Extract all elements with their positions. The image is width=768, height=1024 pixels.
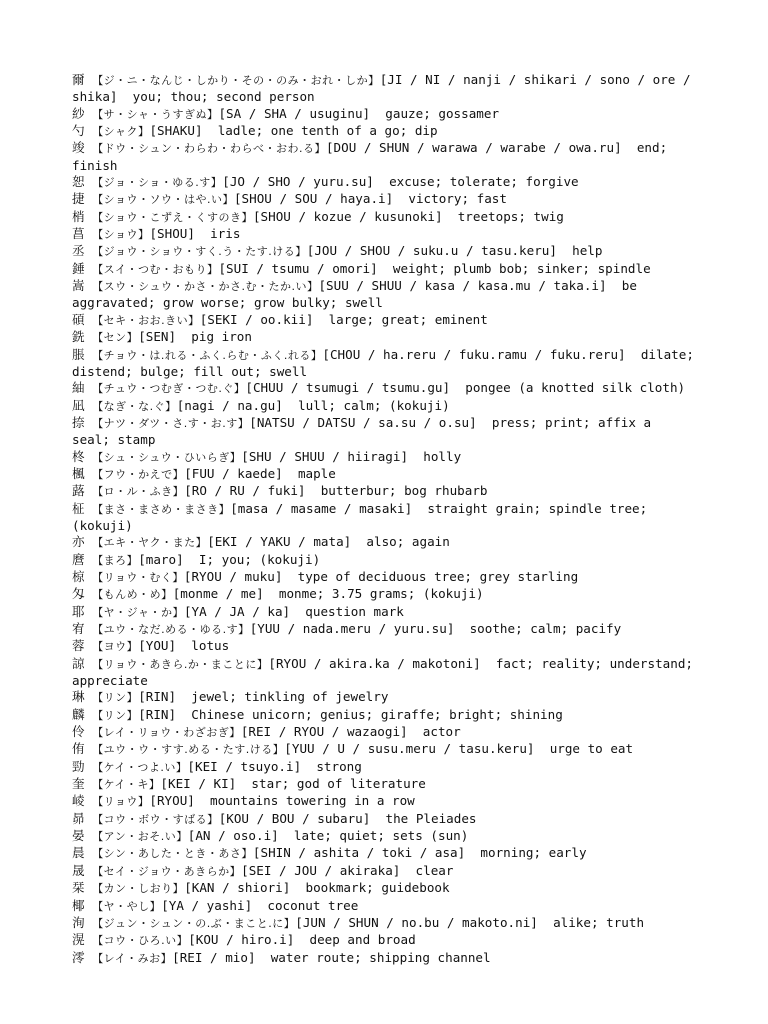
dictionary-entry: [72, 707, 696, 724]
entry-readings-kana: 【ユウ・ウ・すす.める・たす.ける】: [92, 743, 285, 757]
entry-readings-romaji: [masa / masame / masaki]: [230, 500, 413, 516]
entry-kanji: 匁: [72, 586, 85, 602]
dictionary-entry: [72, 501, 696, 535]
dictionary-entry: [72, 863, 696, 880]
entry-readings-kana: 【ケイ・キ】: [92, 778, 161, 792]
entry-meaning: press; print; affix a seal; stamp: [72, 414, 659, 448]
dictionary-entry: [72, 346, 702, 381]
entry-readings-kana: 【ナツ・ダツ・さ.す・お.す】: [92, 416, 250, 430]
entry-readings-romaji: [DOU / SHUN / warawa / warabe / owa.ru]: [325, 140, 622, 156]
dictionary-entry: [72, 604, 696, 621]
entry-readings-romaji: [RYOU]: [149, 793, 195, 809]
entry-readings-kana: 【シュ・シュウ・ひいらぎ】: [92, 450, 242, 464]
entry-meaning: gauze; gossamer: [385, 105, 500, 121]
entry-kanji: 奎: [72, 776, 85, 792]
entry-readings-romaji: [SHIN / ashita / toki / asa]: [252, 845, 466, 861]
entry-readings-romaji: [KOU / BOU / subaru]: [218, 810, 371, 826]
entry-meaning: coconut tree: [267, 897, 359, 913]
entry-readings-kana: 【ジ・ニ・なんじ・しかり・その・のみ・おれ・しか】: [92, 74, 380, 87]
entry-readings-kana: 【ショウ・こずえ・くすのき】: [92, 210, 253, 224]
entry-kanji: 伶: [72, 724, 85, 740]
entry-readings-romaji: [SUU / SHUU / kasa / kasa.mu / taka.i]: [318, 278, 607, 294]
entry-meaning: iris: [210, 226, 241, 242]
entry-readings-romaji: [YA / JA / ka]: [183, 603, 291, 619]
entry-readings-kana: 【フウ・かえで】: [92, 467, 185, 481]
dictionary-entry: [72, 140, 696, 174]
entry-kanji: 梢: [72, 208, 85, 224]
dictionary-entry: [72, 106, 696, 123]
entry-meaning: holly: [423, 448, 462, 464]
dictionary-entry: [72, 586, 696, 603]
entry-readings-kana: 【ヤ・ジャ・か】: [92, 605, 184, 619]
dictionary-entry: [72, 776, 696, 793]
entry-meaning: lull; calm; (kokuji): [298, 397, 450, 413]
entry-kanji: 凪: [72, 397, 85, 413]
entry-kanji: 洵: [72, 914, 85, 930]
entry-readings-romaji: [SHOU / SOU / haya.i]: [233, 191, 394, 207]
dictionary-entry: [72, 415, 696, 449]
entry-kanji: 亦: [72, 534, 85, 550]
entry-readings-kana: 【スイ・つむ・おもり】: [92, 262, 219, 276]
dictionary-entry: [72, 569, 696, 586]
dictionary-entry: [72, 741, 696, 758]
entry-kanji: 澪: [72, 949, 85, 965]
entry-readings-romaji: [AN / oso.i]: [187, 828, 279, 844]
entry-kanji: 耶: [72, 603, 85, 619]
dictionary-entry: [72, 950, 696, 967]
entry-readings-romaji: [YUU / U / susu.meru / tasu.keru]: [284, 741, 535, 757]
dictionary-entry: [72, 449, 696, 466]
entry-readings-kana: 【ヨウ】: [92, 640, 139, 654]
entry-readings-kana: 【カン・しおり】: [92, 882, 185, 896]
entry-kanji: 椋: [72, 568, 85, 584]
entry-readings-kana: 【レイ・みお】: [92, 951, 173, 965]
entry-kanji: 昴: [72, 810, 85, 826]
entry-readings-kana: 【サ・シャ・うすぎぬ】: [92, 107, 219, 121]
entry-meaning: I; you; (kokuji): [198, 551, 321, 567]
entry-readings-romaji: [SHU / SHUU / hiiragi]: [241, 448, 409, 464]
entry-kanji: 宥: [72, 621, 85, 636]
entry-kanji: 恕: [72, 174, 85, 190]
entry-readings-kana: 【ユウ・なだ.める・ゆる.す】: [92, 623, 250, 636]
entry-readings-kana: 【レイ・リョウ・わざおぎ】: [92, 726, 241, 740]
entry-readings-romaji: [YOU]: [138, 638, 177, 654]
entry-readings-romaji: [JOU / SHOU / suku.u / tasu.keru]: [306, 243, 557, 259]
entry-meaning: morning; early: [480, 845, 587, 861]
entry-meaning: monme; 3.75 grams; (kokuji): [278, 586, 484, 602]
entry-readings-romaji: [JI / NI / nanji / shikari / sono / ore / shika]: [72, 72, 699, 105]
entry-meaning: lotus: [191, 638, 230, 654]
entry-kanji: 晟: [72, 862, 85, 878]
entry-meaning: dilate; distend; bulge; fill out; swell: [72, 346, 702, 379]
dictionary-entry: [72, 534, 696, 551]
entry-meaning: alike; truth: [553, 914, 645, 930]
entry-kanji: 崚: [72, 793, 85, 809]
entry-readings-romaji: [SHOU]: [149, 226, 195, 242]
entry-readings-kana: 【チョウ・は.れる・ふく.らむ・ふく.れる】: [92, 348, 323, 362]
entry-kanji: 侑: [72, 741, 85, 757]
entry-kanji: 柾: [72, 500, 85, 516]
entry-meaning: large; great; eminent: [328, 311, 488, 327]
entry-readings-kana: 【ジュン・シュン・の.ぶ・まこと.に】: [92, 916, 296, 930]
entry-readings-romaji: [maro]: [138, 551, 184, 567]
entry-kanji: 麟: [72, 706, 85, 722]
dictionary-entry: [72, 689, 696, 706]
entry-meaning: pongee (a knotted silk cloth): [465, 380, 686, 396]
entry-meaning: star; god of literature: [251, 776, 426, 792]
entry-readings-romaji: [KEI / tsuyo.i]: [187, 758, 302, 774]
entry-meaning: water route; shipping channel: [270, 949, 491, 965]
entry-readings-kana: 【まろ】: [92, 553, 139, 567]
entry-meaning: the Pleiades: [385, 810, 477, 826]
dictionary-entry: [72, 261, 696, 278]
entry-readings-romaji: [SUI / tsumu / omori]: [218, 260, 378, 276]
entry-readings-romaji: [NATSU / DATSU / sa.su / o.su]: [249, 414, 477, 430]
entry-readings-kana: 【シン・あした・とき・あさ】: [92, 847, 253, 861]
entry-kanji: 爾: [72, 72, 85, 87]
entry-meaning: excuse; tolerate; forgive: [389, 174, 579, 190]
entry-readings-kana: 【セイ・ジョウ・あきらか】: [92, 864, 242, 878]
entry-kanji: 脹: [72, 346, 85, 362]
entry-meaning: straight grain; spindle tree; (kokuji): [72, 500, 655, 533]
dictionary-entry: [72, 793, 696, 810]
entry-readings-romaji: [RIN]: [138, 706, 177, 722]
entry-meaning: treetops; twig: [457, 208, 564, 224]
entry-kanji: 楓: [72, 465, 85, 481]
dictionary-entry: [72, 466, 696, 483]
entry-meaning: deep and broad: [309, 932, 416, 948]
dictionary-entry: [72, 845, 696, 862]
entry-kanji: 嵩: [72, 278, 85, 294]
dictionary-entry: [72, 724, 696, 741]
entry-readings-romaji: [JUN / SHUN / no.bu / makoto.ni]: [295, 914, 538, 930]
dictionary-entry: [72, 828, 696, 845]
dictionary-entry: [72, 880, 696, 897]
entry-readings-romaji: [SHAKU]: [149, 123, 203, 139]
entry-readings-kana: 【ドウ・シュン・わらわ・わらべ・おわ.る】: [92, 142, 326, 156]
entry-meaning: maple: [297, 465, 336, 481]
entry-kanji: 勁: [72, 758, 85, 774]
entry-meaning: end; finish: [72, 140, 675, 173]
entry-meaning: question mark: [305, 603, 404, 619]
dictionary-entry: [72, 243, 696, 260]
entry-kanji: 碩: [72, 311, 85, 327]
entry-readings-romaji: [nagi / na.gu]: [176, 397, 283, 413]
entry-readings-kana: 【エキ・ヤク・また】: [92, 536, 208, 550]
entry-kanji: 諒: [72, 655, 85, 671]
entry-kanji: 麿: [72, 551, 85, 567]
entry-meaning: mountains towering in a row: [210, 793, 415, 809]
dictionary-entry: [72, 552, 696, 569]
entry-kanji: 晏: [72, 828, 85, 844]
entry-meaning: ladle; one tenth of a go; dip: [217, 123, 438, 139]
entry-kanji: 晨: [72, 845, 85, 861]
entry-readings-kana: 【セン】: [92, 331, 139, 345]
entry-readings-kana: 【チュウ・つむぎ・つむ.ぐ】: [92, 382, 246, 396]
dictionary-entry: [72, 226, 696, 243]
entry-readings-kana: 【ジョ・ショ・ゆる.す】: [92, 176, 223, 190]
entry-meaning: jewel; tinkling of jewelry: [191, 689, 389, 705]
entry-readings-kana: 【なぎ・な.ぐ】: [92, 399, 177, 413]
entry-kanji: 椰: [72, 897, 85, 913]
entry-readings-romaji: [JO / SHO / yuru.su]: [222, 174, 374, 190]
entry-readings-romaji: [CHOU / ha.reru / fuku.ramu / fuku.reru]: [322, 346, 626, 362]
entry-meaning: type of deciduous tree; grey starling: [297, 568, 579, 584]
entry-readings-romaji: [monme / me]: [172, 586, 264, 602]
dictionary-entry: [72, 932, 696, 949]
entry-readings-kana: 【リョウ・むく】: [92, 570, 184, 584]
entry-readings-romaji: [RYOU / muku]: [183, 568, 283, 584]
entry-kanji: 蓉: [72, 638, 85, 654]
entry-meaning: fact; reality; understand; appreciate: [72, 655, 701, 689]
dictionary-entry: [72, 915, 696, 932]
entry-readings-kana: 【もんめ・め】: [92, 588, 173, 602]
dictionary-entry: [72, 380, 696, 397]
entry-meaning: pig iron: [191, 329, 252, 345]
entry-kanji: 捺: [72, 414, 85, 430]
entry-meaning: late; quiet; sets (sun): [293, 828, 469, 844]
entry-readings-romaji: [KOU / hiro.i]: [188, 932, 295, 948]
entry-kanji: 琳: [72, 689, 85, 705]
entry-kanji: 紗: [72, 105, 85, 121]
entry-meaning: Chinese unicorn; genius; giraffe; bright; shining: [191, 706, 563, 722]
dictionary-page: [72, 72, 702, 967]
entry-kanji: 丞: [72, 243, 85, 259]
entry-meaning: butterbur; bog rhubarb: [320, 483, 488, 499]
entry-readings-kana: 【リョウ・あきら.か・まことに】: [92, 657, 269, 671]
entry-meaning: be aggravated; grow worse; grow bulky; swell: [72, 278, 645, 311]
entry-readings-romaji: [RIN]: [138, 689, 177, 705]
entry-meaning: you; thou; second person: [132, 89, 315, 105]
entry-readings-romaji: [REI / RYOU / wazaogi]: [240, 724, 408, 740]
entry-meaning: weight; plumb bob; sinker; spindle: [392, 260, 651, 276]
dictionary-entry: [72, 655, 701, 690]
entry-readings-romaji: [SA / SHA / usuginu]: [218, 105, 371, 121]
entry-readings-kana: 【セキ・おお.きい】: [92, 313, 200, 327]
entry-kanji: 菖: [72, 226, 85, 242]
entry-kanji: 錘: [72, 260, 85, 276]
entry-kanji: 紬: [72, 380, 85, 396]
entry-meaning: also; again: [366, 534, 450, 550]
entry-readings-romaji: [YA / yashi]: [161, 897, 253, 913]
entry-meaning: victory; fast: [408, 191, 507, 207]
dictionary-entry: [72, 174, 696, 191]
entry-readings-romaji: [EKI / YAKU / mata]: [207, 534, 352, 550]
entry-meaning: soothe; calm; pacify: [469, 621, 622, 636]
dictionary-entry: [72, 759, 696, 776]
entry-readings-kana: 【まさ・まさめ・まさき】: [92, 502, 231, 516]
entry-kanji: 蕗: [72, 483, 85, 499]
dictionary-entry: [72, 191, 696, 208]
entry-readings-kana: 【ジョウ・ショウ・すく.う・たす.ける】: [92, 245, 307, 259]
entry-readings-kana: 【シャク】: [92, 125, 150, 139]
entry-readings-romaji: [SEKI / oo.kii]: [199, 311, 314, 327]
dictionary-entry: [72, 209, 696, 226]
entry-kanji: 栞: [72, 880, 85, 896]
dictionary-entry: [72, 811, 696, 828]
entry-readings-kana: 【リン】: [92, 708, 139, 722]
entry-meaning: urge to eat: [549, 741, 634, 757]
entry-readings-kana: 【ケイ・つよ.い】: [92, 760, 188, 774]
entry-readings-romaji: [RYOU / akira.ka / makotoni]: [268, 655, 481, 671]
entry-readings-romaji: [RO / RU / fuki]: [184, 483, 306, 499]
entry-readings-romaji: [SHOU / kozue / kusunoki]: [252, 208, 443, 224]
entry-readings-romaji: [YUU / nada.meru / yuru.su]: [249, 621, 455, 636]
entry-kanji: 捷: [72, 191, 85, 207]
entry-readings-romaji: [SEI / JOU / akiraka]: [241, 862, 401, 878]
dictionary-entry: [72, 312, 696, 329]
dictionary-entry: [72, 621, 696, 638]
entry-readings-kana: 【アン・おそ.い】: [92, 830, 188, 844]
entry-readings-kana: 【コウ・ひろ.い】: [92, 934, 189, 948]
entry-readings-kana: 【ロ・ル・ふき】: [92, 485, 185, 499]
entry-readings-kana: 【スウ・シュウ・かさ・かさ.む・たか.い】: [92, 280, 319, 294]
entry-readings-romaji: [KEI / KI]: [160, 776, 237, 792]
entry-readings-kana: 【ショウ】: [92, 228, 150, 242]
entry-readings-romaji: [SEN]: [138, 329, 177, 345]
dictionary-entry: [72, 638, 696, 655]
dictionary-entry: [72, 898, 696, 915]
entry-kanji: 勺: [72, 123, 85, 139]
entry-readings-romaji: [FUU / kaede]: [184, 465, 283, 481]
entry-meaning: clear: [415, 862, 454, 878]
entry-meaning: bookmark; guidebook: [305, 880, 450, 896]
dictionary-entry: [72, 72, 699, 106]
entry-meaning: strong: [316, 758, 362, 774]
dictionary-entry: [72, 278, 696, 312]
dictionary-entry: [72, 123, 696, 140]
entry-readings-romaji: [REI / mio]: [172, 949, 256, 965]
entry-meaning: actor: [422, 724, 461, 740]
dictionary-entry: [72, 398, 696, 415]
entry-kanji: 竣: [72, 140, 85, 156]
entry-kanji: 滉: [72, 932, 85, 948]
entry-kanji: 柊: [72, 448, 85, 464]
entry-readings-kana: 【ヤ・やし】: [92, 899, 162, 913]
entry-readings-kana: 【リョウ】: [92, 795, 150, 809]
entry-readings-kana: 【ショウ・ソウ・はや.い】: [92, 193, 234, 207]
entry-kanji: 銑: [72, 329, 85, 345]
entry-readings-romaji: [KAN / shiori]: [184, 880, 291, 896]
entry-readings-kana: 【コウ・ボウ・すばる】: [92, 812, 219, 826]
entry-readings-romaji: [CHUU / tsumugi / tsumu.gu]: [245, 380, 451, 396]
entry-meaning: help: [572, 243, 603, 259]
dictionary-entry: [72, 329, 696, 346]
dictionary-entry: [72, 483, 696, 500]
entry-readings-kana: 【リン】: [92, 691, 139, 705]
